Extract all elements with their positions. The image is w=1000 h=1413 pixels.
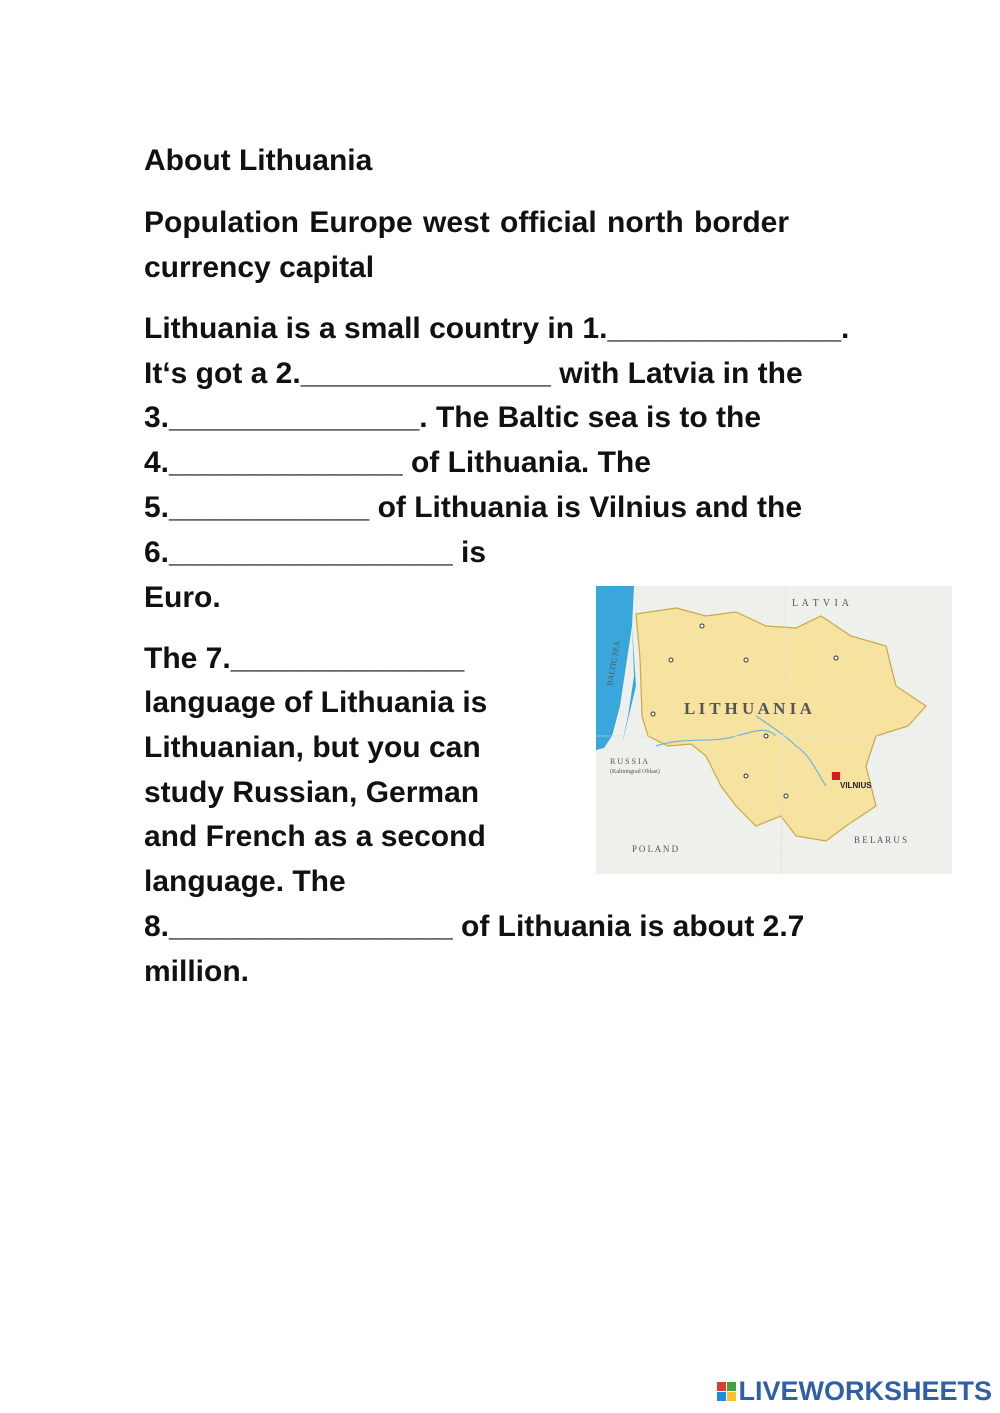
label-latvia: L A T V I A bbox=[792, 598, 850, 609]
label-vilnius: VILNIUS bbox=[840, 781, 872, 790]
text-line-1: Lithuania is a small country in 1.______________. bbox=[144, 312, 850, 345]
liveworksheets-footer bbox=[717, 1375, 992, 1407]
label-baltic-sea: BALTIC SEA bbox=[605, 640, 622, 687]
logo-cell bbox=[727, 1382, 736, 1391]
logo-cell bbox=[727, 1392, 736, 1401]
label-poland: P O L A N D bbox=[632, 844, 679, 854]
map-svg bbox=[596, 586, 952, 874]
text-line-3: 3._______________. The Baltic sea is to the bbox=[144, 401, 762, 434]
text-line-8: The 7.______________ bbox=[144, 642, 465, 675]
text-line-4: 4.______________ of Lithuania. The bbox=[144, 446, 651, 479]
city-dot bbox=[834, 656, 838, 660]
word-bank-line-2: currency capital bbox=[144, 251, 375, 284]
text-line-6: 6._________________ is bbox=[144, 536, 487, 569]
liveworksheets-brand[interactable]: LIVEWORKSHEETS bbox=[738, 1375, 992, 1406]
worksheet-title: About Lithuania bbox=[144, 144, 373, 177]
label-russia: R U S S I A bbox=[610, 757, 649, 766]
label-lithuania: L I T H U A N I A bbox=[684, 699, 812, 718]
city-dot bbox=[764, 734, 768, 738]
lithuania-map bbox=[596, 586, 952, 874]
text-line-15: million. bbox=[144, 955, 249, 988]
text-line-12: and French as a second bbox=[144, 820, 486, 853]
city-dot bbox=[651, 712, 655, 716]
text-line-13: language. The bbox=[144, 865, 346, 898]
text-line-11: study Russian, German bbox=[144, 776, 480, 809]
label-belarus: B E L A R U S bbox=[854, 835, 908, 845]
city-dot bbox=[744, 774, 748, 778]
capital-marker bbox=[832, 772, 840, 780]
text-line-9: language of Lithuania is bbox=[144, 686, 488, 719]
city-dot bbox=[700, 624, 704, 628]
label-russia-sub: (Kaliningrad Oblast) bbox=[610, 769, 660, 775]
logo-cell bbox=[717, 1392, 726, 1401]
text-line-14: 8._________________ of Lithuania is about 2.7 bbox=[144, 910, 805, 943]
logo-cell bbox=[717, 1382, 726, 1391]
city-dot bbox=[669, 658, 673, 662]
text-line-7: Euro. bbox=[144, 581, 221, 614]
liveworksheets-logo-icon bbox=[717, 1382, 736, 1401]
city-dot bbox=[784, 794, 788, 798]
city-dot bbox=[744, 658, 748, 662]
text-line-2: It‘s got a 2._______________ with Latvia in the bbox=[144, 357, 803, 390]
word-bank-line-1: Population Europe west official north border bbox=[144, 206, 790, 239]
text-line-5: 5.____________ of Lithuania is Vilnius and the bbox=[144, 491, 803, 524]
text-line-10: Lithuanian, but you can bbox=[144, 731, 481, 764]
